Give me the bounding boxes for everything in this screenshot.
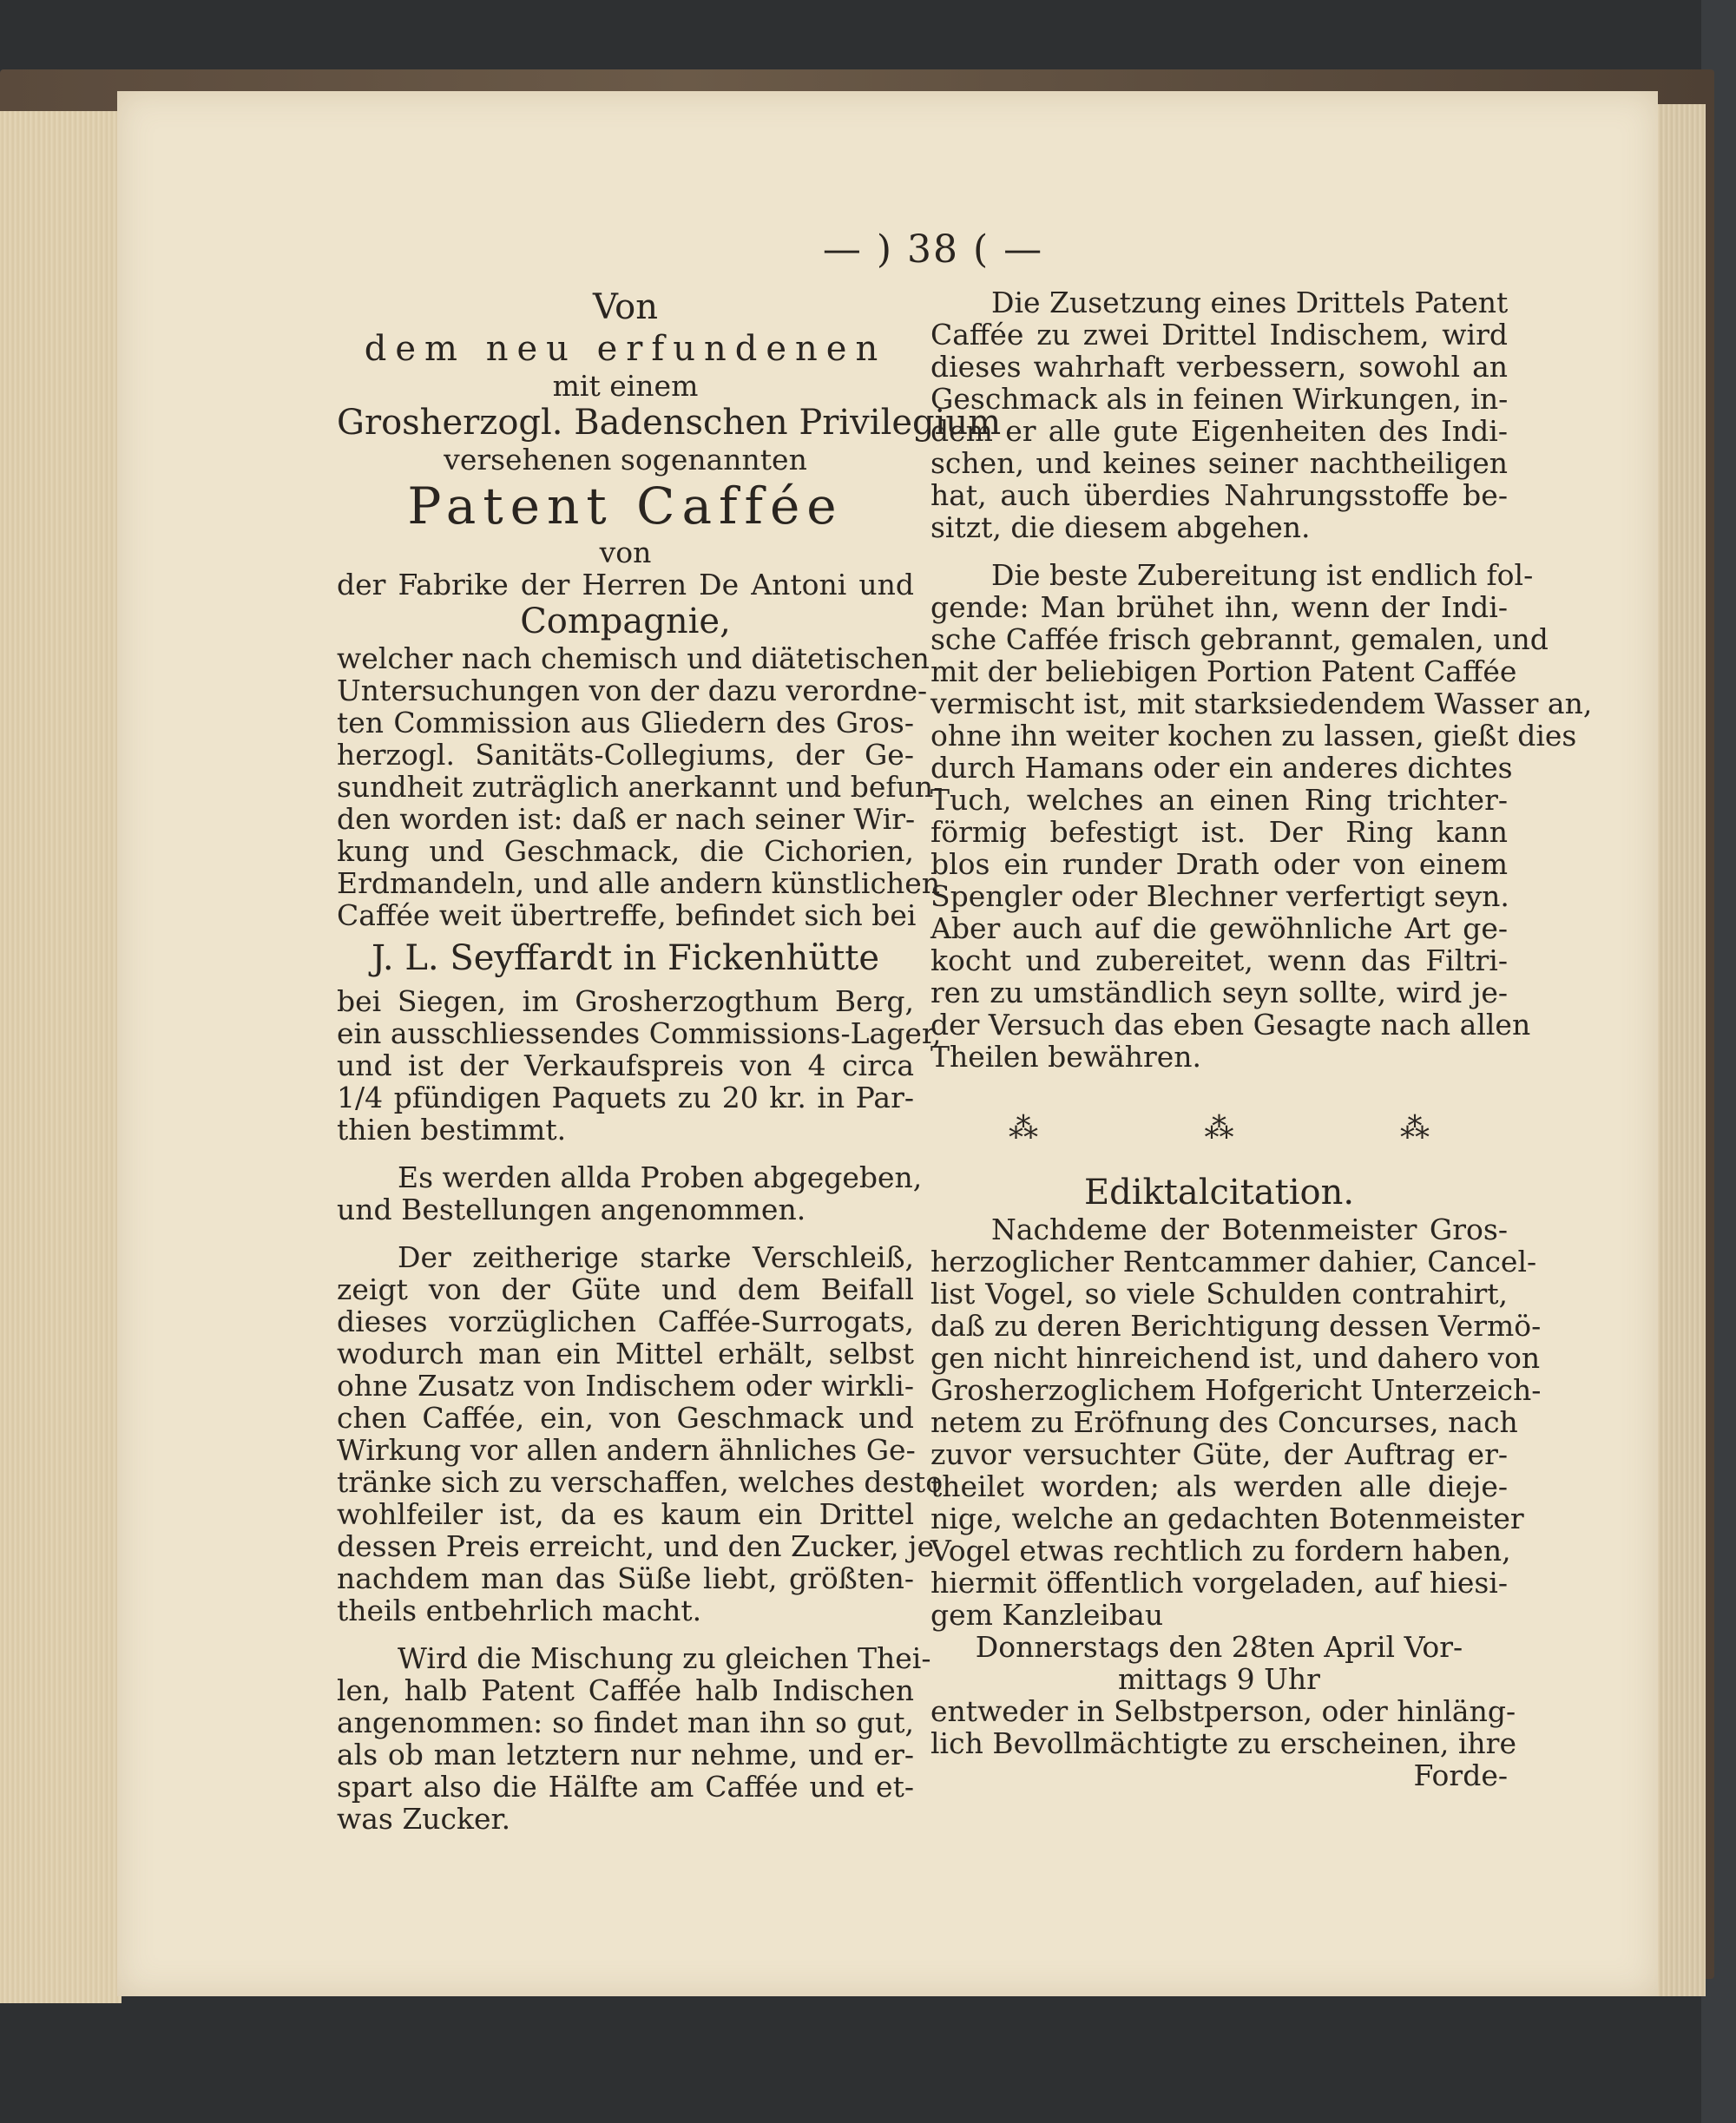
title-line: versehenen sogenannten: [444, 443, 807, 477]
text-line: wodurch man ein Mittel erhält, selbst: [337, 1337, 914, 1370]
text-line: hiermit öffentlich vorgeladen, auf hiesi-: [930, 1566, 1508, 1600]
text-line: dieses wahrhaft verbessern, sowohl an: [930, 350, 1508, 384]
left-column: [337, 286, 1002, 1836]
hearing-date: mittags 9 Uhr: [1118, 1662, 1320, 1696]
text-line: Tuch, welches an einen Ring trichter-: [930, 783, 1508, 817]
text-line: dessen Preis erreicht, und den Zucker, je: [337, 1529, 935, 1563]
title-line: dem neu erfundenen: [364, 329, 887, 369]
text-line: Erdmandeln, und alle andern künstlichen: [337, 866, 940, 900]
text-line: entweder in Selbstperson, oder hinläng-: [930, 1694, 1516, 1728]
text-line: dieses vorzüglichen Caffée-Surrogats,: [337, 1305, 914, 1338]
catchword: Forde-: [1413, 1758, 1508, 1792]
text-line: ren zu umständlich seyn sollte, wird je-: [930, 976, 1508, 1009]
text-line: ohne ihn weiter kochen zu lassen, gießt dies: [930, 719, 1577, 753]
text-line: angenommen: so findet man ihn so gut,: [337, 1706, 914, 1739]
text-line: len, halb Patent Caffée halb Indischen: [337, 1673, 914, 1707]
text-line: Spengler oder Blechner verfertigt seyn.: [930, 879, 1509, 913]
text-line: und ist der Verkaufspreis von 4 circa: [337, 1048, 914, 1082]
text-line: list Vogel, so viele Schulden contrahirt,: [930, 1277, 1508, 1311]
text-line: nige, welche an gedachten Botenmeister: [930, 1502, 1524, 1535]
text-line: Untersuchungen von der dazu verordne-: [337, 674, 928, 707]
product-name: Patent Caffée: [407, 477, 844, 536]
text-line: gen nicht hinreichend ist, und dahero von: [930, 1341, 1541, 1375]
text-line: nachdem man das Süße liebt, größten-: [337, 1561, 914, 1595]
title-line: Grosherzogl. Badenschen Privilegium: [337, 403, 1002, 443]
text-line: netem zu Eröfnung des Concurses, nach: [930, 1405, 1518, 1439]
section-heading: Ediktalcitation.: [1083, 1173, 1355, 1213]
text-line: zeigt von der Güte und dem Beifall: [337, 1272, 914, 1306]
text-line: blos ein runder Drath oder von einem: [930, 847, 1508, 881]
text-line: kocht und zubereitet, wenn das Filtri-: [930, 943, 1508, 977]
asterism: ⁂: [1009, 1111, 1117, 1146]
text-line: Nachdeme der Botenmeister Gros-: [991, 1213, 1508, 1246]
text-line: sche Caffée frisch gebrannt, gemalen, und: [930, 622, 1549, 656]
text-line: und Bestellungen angenommen.: [337, 1193, 806, 1226]
right-column: [930, 286, 1593, 1792]
text-line: tränke sich zu verschaffen, welches desto: [337, 1465, 944, 1499]
text-line: bei Siegen, im Grosherzogthum Berg,: [337, 984, 914, 1018]
title-line: mit einem: [552, 369, 699, 403]
text-line: 1/4 pfündigen Paquets zu 20 kr. in Par-: [337, 1081, 914, 1114]
text-line: Geschmack als in feinen Wirkungen, in-: [930, 382, 1509, 416]
text-line: Es werden allda Proben abgegeben,: [398, 1160, 923, 1194]
text-line: sundheit zuträglich anerkannt und befun-: [337, 770, 944, 804]
text-line: Vogel etwas rechtlich zu fordern haben,: [930, 1534, 1511, 1568]
text-line: Wird die Mischung zu gleichen Thei-: [398, 1641, 931, 1675]
asterism: ⁂: [1204, 1111, 1312, 1146]
right-page-edges: [1654, 104, 1706, 1996]
text-line: theils entbehrlich macht.: [337, 1594, 702, 1627]
text-line: welcher nach chemisch und diätetischen: [337, 641, 930, 675]
text-line: wohlfeiler ist, da es kaum ein Drittel: [337, 1497, 914, 1531]
merchant-name: J. L. Seyffardt in Fickenhütte: [371, 938, 880, 978]
text-line: herzogl. Sanitäts-Collegiums, der Ge-: [337, 738, 914, 772]
text-line: förmig befestigt ist. Der Ring kann: [930, 815, 1508, 849]
text-line: durch Hamans oder ein anderes dichtes: [930, 751, 1513, 785]
text-line: was Zucker.: [337, 1802, 511, 1836]
text-line: Theilen bewähren.: [930, 1040, 1202, 1074]
text-line: Grosherzoglichem Hofgericht Unterzeich-: [930, 1373, 1542, 1407]
text-line: Die beste Zubereitung ist endlich fol-: [991, 558, 1534, 592]
text-line: chen Caffée, ein, von Geschmack und: [337, 1401, 914, 1435]
text-line: lich Bevollmächtigte zu erscheinen, ihre: [930, 1726, 1516, 1760]
asterism: ⁂: [1400, 1111, 1430, 1146]
text-line: thien bestimmt.: [337, 1113, 567, 1147]
title-line: Compagnie,: [520, 601, 731, 641]
text-line: der Versuch das eben Gesagte nach allen: [930, 1008, 1531, 1042]
hearing-date: Donnerstags den 28ten April Vor-: [975, 1630, 1463, 1664]
title-line: der Fabrike der Herren De Antoni und: [337, 568, 914, 601]
text-line: Caffée zu zwei Drittel Indischem, wird: [930, 318, 1508, 352]
text-line: ohne Zusatz von Indischem oder wirkli-: [337, 1369, 914, 1403]
asterism-divider: [930, 1101, 1508, 1156]
text-line: ein ausschliessendes Commissions-Lager,: [337, 1016, 942, 1050]
title-line: von: [599, 536, 652, 569]
text-line: dem er alle gute Eigenheiten des Indi-: [930, 414, 1508, 448]
text-line: sitzt, die diesem abgehen.: [930, 510, 1311, 544]
title-line: Von: [592, 287, 659, 327]
text-line: mit der beliebigen Portion Patent Caffée: [930, 654, 1517, 688]
text-line: Wirkung vor allen andern ähnliches Ge-: [337, 1433, 916, 1467]
text-line: vermischt ist, mit starksiedendem Wasser an,: [930, 687, 1593, 720]
text-line: Aber auch auf die gewöhnliche Art ge-: [930, 911, 1508, 945]
text-line: spart also die Hälfte am Caffée und et-: [337, 1770, 914, 1804]
text-line: Caffée weit übertreffe, befindet sich bei: [337, 898, 917, 932]
text-line: ten Commission aus Gliedern des Gros-: [337, 706, 914, 739]
text-line: gende: Man brühet ihn, wenn der Indi-: [930, 590, 1508, 624]
text-line: herzoglicher Rentcammer dahier, Cancel-: [930, 1245, 1537, 1278]
text-line: den worden ist: daß er nach seiner Wir-: [337, 802, 916, 836]
text-line: schen, und keines seiner nachtheiligen: [930, 446, 1508, 480]
text-line: Die Zusetzung eines Drittels Patent: [991, 286, 1509, 319]
text-line: theilet worden; als werden alle dieje-: [930, 1469, 1508, 1503]
text-line: gem Kanzleibau: [930, 1598, 1164, 1632]
text-line: als ob man letztern nur nehme, und er-: [337, 1738, 914, 1771]
left-page-edges: [0, 111, 122, 2003]
page-header: — ) 38 ( —: [822, 227, 1044, 272]
text-line: Der zeitherige starke Verschleiß,: [398, 1240, 914, 1274]
text-line: hat, auch überdies Nahrungsstoffe be-: [930, 478, 1508, 512]
text-line: daß zu deren Berichtigung dessen Vermö-: [930, 1309, 1542, 1343]
text-line: zuvor versuchter Güte, der Auftrag er-: [930, 1437, 1508, 1471]
text-line: kung und Geschmack, die Cichorien,: [337, 834, 914, 868]
